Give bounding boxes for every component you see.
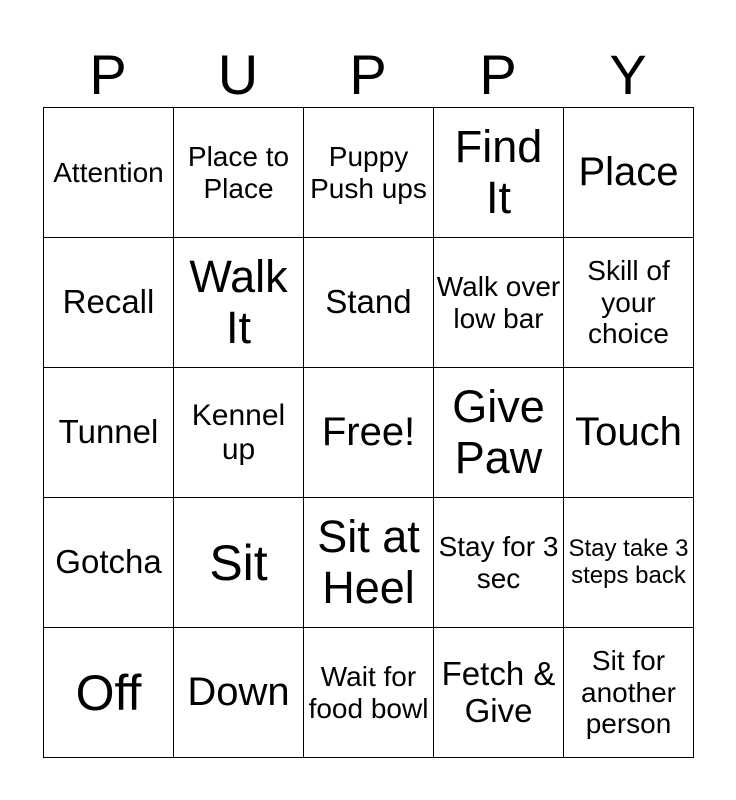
bingo-cell[interactable]: Off [44,628,174,758]
board-row [44,368,694,498]
bingo-cell[interactable]: Recall [44,238,174,368]
bingo-cell[interactable]: Walk over low bar [434,238,564,368]
bingo-cell[interactable]: Walk It [174,238,304,368]
header-letter-p3: P [479,43,517,106]
bingo-cell[interactable]: Stay for 3 sec [434,498,564,628]
bingo-cell[interactable]: Puppy Push ups [304,108,434,238]
board-row [44,238,694,368]
bingo-cell[interactable]: Touch [564,368,694,498]
bingo-cell[interactable]: Tunnel [44,368,174,498]
bingo-cell[interactable]: Place [564,108,694,238]
bingo-cell[interactable]: Sit for another person [564,628,694,758]
bingo-cell[interactable]: Sit [174,498,304,628]
bingo-cell[interactable]: Wait for food bowl [304,628,434,758]
header-letter-p2: P [349,43,387,106]
header-letter-p1: P [89,43,127,106]
header-letter-u: U [217,43,259,106]
bingo-cell[interactable]: Fetch & Give [434,628,564,758]
bingo-cell[interactable]: Sit at Heel [304,498,434,628]
bingo-board [43,107,694,758]
bingo-cell[interactable]: Skill of your choice [564,238,694,368]
header-letter-y: Y [609,43,647,106]
bingo-cell[interactable]: Stand [304,238,434,368]
bingo-cell[interactable]: Attention [44,108,174,238]
bingo-cell[interactable]: Gotcha [44,498,174,628]
bingo-cell[interactable]: Give Paw [434,368,564,498]
bingo-cell[interactable]: Find It [434,108,564,238]
board-row [44,628,694,758]
bingo-cell[interactable]: Down [174,628,304,758]
board-row [44,498,694,628]
bingo-cell[interactable]: Stay take 3 steps back [564,498,694,628]
bingo-cell[interactable]: Place to Place [174,108,304,238]
bingo-cell[interactable]: Kennel up [174,368,304,498]
board-row [44,108,694,238]
bingo-header [43,44,693,106]
bingo-cell[interactable]: Free! [304,368,434,498]
